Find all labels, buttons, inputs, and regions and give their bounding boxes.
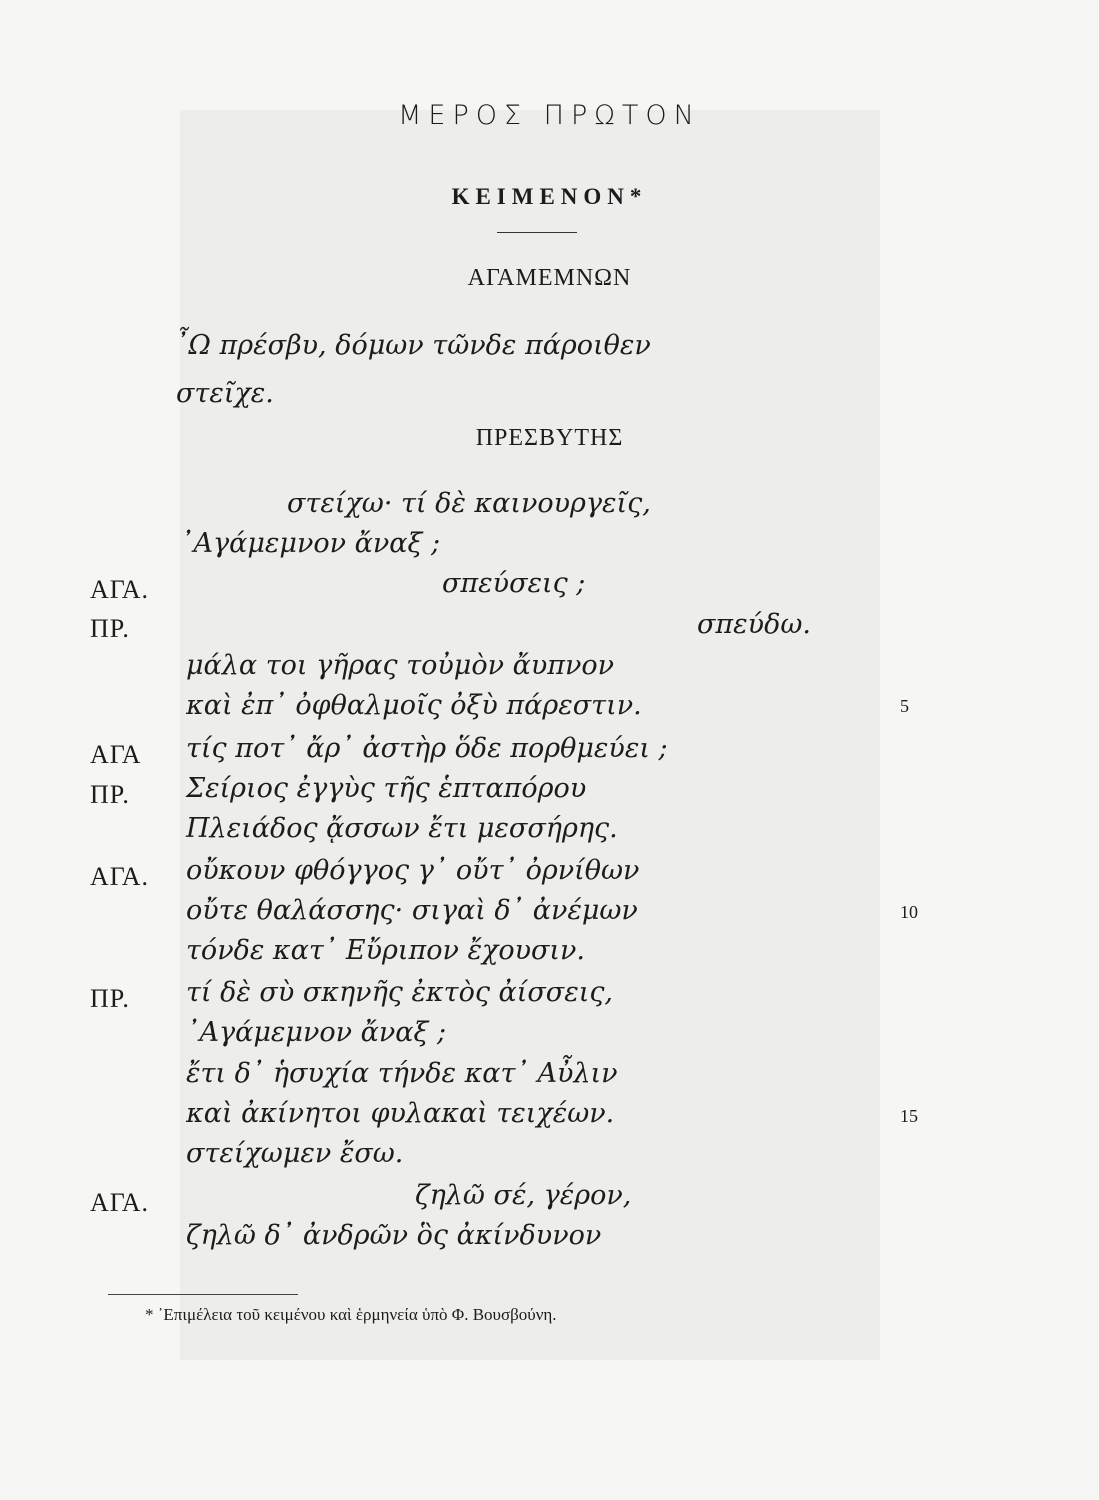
verse-line: ᾿Αγάμεμνον ἄναξ ;	[180, 528, 441, 559]
part-title: ΜΕΡΟΣ ΠΡΩΤΟΝ	[398, 100, 701, 131]
verse-line: στείχω· τί δὲ καινουργεῖς,	[287, 488, 651, 519]
verse-line: οὔκουν φθόγγος γ᾿ οὔτ᾿ ὀρνίθων	[186, 855, 640, 886]
speaker-label: ΠΡ.	[90, 984, 130, 1013]
verse-line: τίς ποτ᾿ ἄρ᾿ ἀστὴρ ὅδε πορθμεύει ;	[186, 733, 668, 764]
verse-line: σπεύδω.	[697, 609, 811, 640]
verse-line: τί δὲ σὺ σκηνῆς ἐκτὸς ἀίσσεις,	[186, 977, 614, 1008]
verse-line: ζηλῶ δ᾿ ἀνδρῶν ὃς ἀκίνδυνον	[186, 1220, 602, 1251]
verse-line: ῏Ω πρέσβυ, δόμων τῶνδε πάροιθεν	[175, 330, 651, 361]
verse-line: μάλα τοι γῆρας τοὐμὸν ἄυπνον	[186, 650, 615, 681]
speaker-label: ΑΓΑ	[90, 740, 142, 769]
footnote-rule	[108, 1294, 298, 1295]
verse-line: στεῖχε.	[176, 378, 274, 409]
verse-line: σπεύσεις ;	[442, 568, 586, 599]
line-number: 15	[900, 1106, 918, 1126]
speaker-label: ΑΓΑ.	[90, 575, 150, 604]
verse-line: οὔτε θαλάσσης· σιγαὶ δ᾿ ἀνέμων	[186, 895, 638, 926]
verse-line: Πλειάδος ᾄσσων ἔτι μεσσήρης.	[186, 813, 618, 844]
title-rule	[497, 232, 577, 233]
speaker-label: ΠΡ.	[90, 780, 130, 809]
text-title: ΚΕΙΜΕΝΟΝ*	[451, 184, 648, 209]
verse-line: τόνδε κατ᾿ Εὔριπον ἔχουσιν.	[186, 935, 586, 966]
speaker-heading-agamemnon: ΑΓΑΜΕΜΝΩΝ	[467, 265, 632, 291]
line-number: 10	[900, 902, 918, 922]
footnote: * ᾿Επιμέλεια τοῦ κειμένου καὶ ἑρμηνεία ὑπὸ Φ. Βουσβούνη.	[145, 1305, 557, 1324]
speaker-label: ΠΡ.	[90, 614, 130, 643]
verse-line: ἔτι δ᾿ ἡσυχία τήνδε κατ᾿ Αὖλιν	[186, 1058, 618, 1089]
verse-line: ᾿Αγάμεμνον ἄναξ ;	[186, 1017, 447, 1048]
speaker-label: ΑΓΑ.	[90, 862, 150, 891]
verse-line: καὶ ἀκίνητοι φυλακαὶ τειχέων.	[186, 1098, 615, 1129]
verse-line: στείχωμεν ἔσω.	[186, 1138, 404, 1169]
verse-line: ζηλῶ σέ, γέρον,	[415, 1180, 632, 1211]
speaker-label: ΑΓΑ.	[90, 1188, 150, 1217]
verse-line: καὶ ἐπ᾿ ὀφθαλμοῖς ὀξὺ πάρεστιν.	[186, 690, 642, 721]
line-number: 5	[900, 696, 909, 716]
verse-line: Σείριος ἐγγὺς τῆς ἑπταπόρου	[186, 773, 587, 804]
speaker-heading-presbytes: ΠΡΕΣΒΥΤΗΣ	[475, 425, 624, 451]
